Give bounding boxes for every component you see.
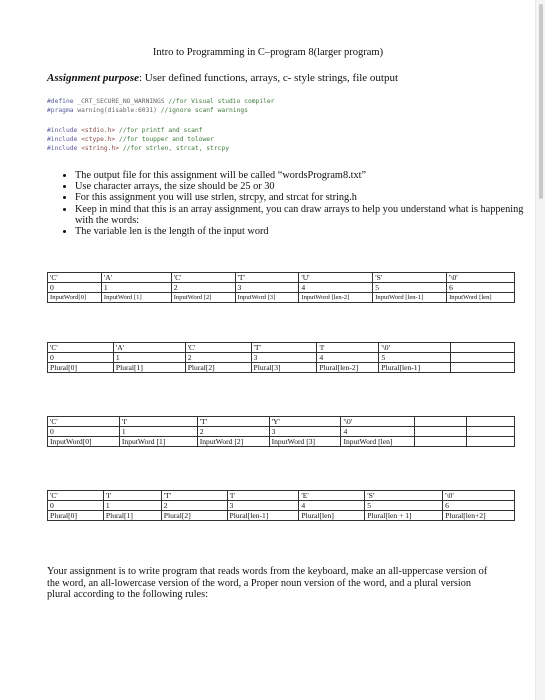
code-line: #include <stdio.h> //for printf and scanf [47, 127, 203, 134]
table-cell: 5 [365, 501, 443, 511]
table-cell: Plural[2] [161, 511, 227, 521]
table-cell [467, 437, 515, 447]
list-item: • For this assignment you will use strlen, strcpy, and strcat for string.h [75, 192, 535, 203]
table-cell: Plural[len] [299, 511, 365, 521]
table-cell: 1 [103, 501, 161, 511]
table-cell: 'I' [317, 343, 379, 353]
table-cell: '\0' [341, 417, 415, 427]
table-cell: 0 [48, 427, 120, 437]
table-cell: 1 [101, 283, 171, 293]
table-cell: 3 [269, 427, 341, 437]
table-cell [415, 427, 467, 437]
array-table-inputword-city [47, 416, 515, 447]
assignment-purpose-label: Assignment purpose [47, 72, 139, 84]
code-line: #include <ctype.h> //for toupper and tolower [47, 136, 214, 143]
table-row [48, 501, 515, 511]
table-cell [451, 353, 515, 363]
code-block-defines [47, 97, 274, 115]
table-cell [451, 363, 515, 373]
table-cell: 'C' [48, 491, 104, 501]
table-cell: 0 [48, 283, 102, 293]
table-cell: Plural[0] [48, 511, 104, 521]
table-cell: InputWord [3] [235, 293, 299, 303]
table-cell: 4 [299, 283, 373, 293]
table-cell: 'T' [251, 343, 317, 353]
table-cell: InputWord [2] [171, 293, 235, 303]
table-cell: 2 [185, 353, 251, 363]
assignment-purpose [47, 72, 398, 84]
table-cell: '\0' [447, 273, 515, 283]
table-cell: 'T' [161, 491, 227, 501]
table-cell: InputWord [3] [269, 437, 341, 447]
table-cell [467, 427, 515, 437]
table-cell: 4 [317, 353, 379, 363]
table-cell: 'T' [197, 417, 269, 427]
table-cell: 5 [373, 283, 447, 293]
table-cell: Plural[len-2] [317, 363, 379, 373]
table-cell: 'C' [171, 273, 235, 283]
table-row [48, 363, 515, 373]
table-cell [415, 437, 467, 447]
list-item: • The output file for this assignment will be called “wordsProgram8.txt” [75, 170, 535, 181]
table-cell: Plural[1] [113, 363, 185, 373]
table-cell: 0 [48, 353, 114, 363]
table-cell: 3 [251, 353, 317, 363]
table-cell [415, 417, 467, 427]
table-cell: Plural[len-1] [227, 511, 299, 521]
table-cell: 6 [443, 501, 515, 511]
table-cell: 'S' [365, 491, 443, 501]
vertical-scrollbar[interactable] [535, 0, 545, 700]
list-item: • Use character arrays, the size should be 25 or 30 [75, 181, 535, 192]
document-title: Intro to Programming in C–program 8(larger program) [152, 47, 384, 58]
table-cell: 1 [113, 353, 185, 363]
scrollbar-thumb[interactable] [539, 4, 543, 199]
table-cell: InputWord [len] [447, 293, 515, 303]
table-row [48, 343, 515, 353]
table-row [48, 293, 515, 303]
requirements-list [47, 170, 535, 237]
table-cell: Plural[3] [251, 363, 317, 373]
table-cell: Plural[len+2] [443, 511, 515, 521]
table-cell: 3 [227, 501, 299, 511]
table-cell: 2 [161, 501, 227, 511]
table-cell: InputWord [1] [119, 437, 197, 447]
table-cell: 'I' [119, 417, 197, 427]
table-cell [451, 343, 515, 353]
table-cell: 'S' [373, 273, 447, 283]
table-cell: 0 [48, 501, 104, 511]
table-cell: 'I' [103, 491, 161, 501]
table-row [48, 353, 515, 363]
table-cell: Plural[1] [103, 511, 161, 521]
table-cell: 'Y' [269, 417, 341, 427]
table-row [48, 417, 515, 427]
table-cell: Plural[0] [48, 363, 114, 373]
table-cell: InputWord [len-2] [299, 293, 373, 303]
array-table-plural-cacti [47, 342, 515, 373]
list-item: • Keep in mind that this is an array assignment, you can draw arrays to help you understand what is happening with the words: [75, 204, 535, 226]
table-cell: 'C' [185, 343, 251, 353]
table-cell: Plural[2] [185, 363, 251, 373]
table-cell: 'U' [299, 273, 373, 283]
table-cell: 'A' [101, 273, 171, 283]
table-cell: 2 [197, 427, 269, 437]
table-cell: 'C' [48, 343, 114, 353]
array-table-inputword-cactus [47, 272, 515, 303]
table-cell: InputWord [len] [341, 437, 415, 447]
table-cell: 'T' [235, 273, 299, 283]
table-cell: InputWord [2] [197, 437, 269, 447]
code-line: #pragma warning(disable:6031) //ignore scanf warnings [47, 107, 248, 114]
array-table-plural-cities [47, 490, 515, 521]
table-row [48, 427, 515, 437]
table-cell: 4 [341, 427, 415, 437]
table-cell: InputWord [len-1] [373, 293, 447, 303]
table-cell: 1 [119, 427, 197, 437]
code-line: #include <string.h> //for strlen, strcat, strcpy [47, 145, 229, 152]
table-row [48, 437, 515, 447]
table-cell: InputWord[0] [48, 437, 120, 447]
table-row [48, 283, 515, 293]
code-block-includes [47, 126, 229, 153]
table-cell: 'I' [227, 491, 299, 501]
assignment-purpose-text: : User defined functions, arrays, c- style strings, file output [139, 72, 399, 84]
table-row [48, 273, 515, 283]
assignment-description: Your assignment is to write program that reads words from the keyboard, make an all-uppercase version of the word, an all-lowercase version of the word, a Proper noun version of the word, and a plural version plural according to the following rules: [47, 566, 488, 600]
table-cell: '\0' [379, 343, 451, 353]
table-cell: 4 [299, 501, 365, 511]
table-row [48, 491, 515, 501]
table-cell: Plural[len + 1] [365, 511, 443, 521]
table-cell: 'E' [299, 491, 365, 501]
table-cell: 6 [447, 283, 515, 293]
code-line: #define _CRT_SECURE_NO_WARNINGS //for Visual studio compiler [47, 98, 275, 105]
table-cell: '\0' [443, 491, 515, 501]
table-cell: 3 [235, 283, 299, 293]
table-cell [467, 417, 515, 427]
table-cell: InputWord[0] [48, 293, 102, 303]
table-cell: Plural[len-1] [379, 363, 451, 373]
table-cell: 5 [379, 353, 451, 363]
table-cell: 'C' [48, 417, 120, 427]
list-item: • The variable len is the length of the input word [75, 226, 535, 237]
table-cell: InputWord [1] [101, 293, 171, 303]
table-row [48, 511, 515, 521]
table-cell: 'A' [113, 343, 185, 353]
table-cell: 'C' [48, 273, 102, 283]
table-cell: 2 [171, 283, 235, 293]
